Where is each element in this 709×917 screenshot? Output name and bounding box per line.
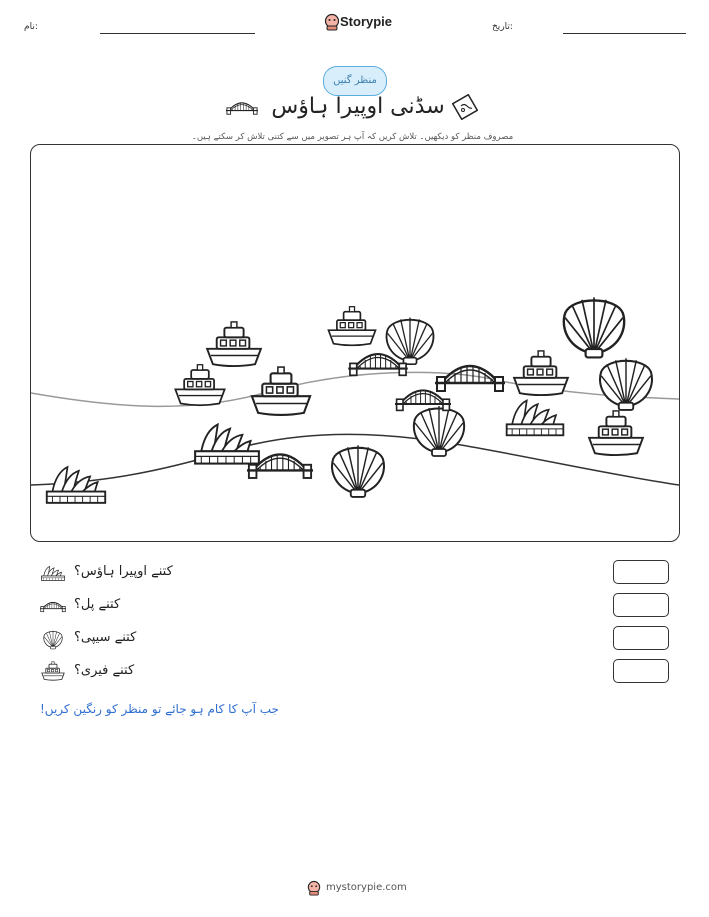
ferry-1 — [207, 322, 261, 366]
ferry-icon — [40, 661, 66, 681]
opera-house-3 — [47, 467, 105, 503]
bridge-icon — [40, 597, 66, 613]
opera-house-icon — [40, 564, 66, 582]
question-text: کتنے اوپیرا ہاؤس؟ — [74, 564, 173, 579]
shell-2 — [564, 297, 624, 357]
answer-box-opera[interactable] — [613, 560, 669, 584]
page-title: سڈنی اوپیرا ہاؤس — [271, 94, 445, 119]
scene-illustration — [31, 145, 679, 541]
shell-1 — [387, 318, 434, 365]
ferry-3 — [175, 365, 224, 405]
page-subtitle: مصروف منظر کو دیکھیں۔ تلاش کریں کہ آپ ہر تصویر میں سے کتنی تلاش کر سکتے ہیں۔ — [191, 132, 514, 142]
storypie-mascot-icon — [324, 13, 340, 31]
shell-icon — [40, 628, 66, 650]
shell-3 — [600, 358, 652, 410]
shell-5 — [332, 445, 384, 497]
footer-brand — [307, 880, 407, 898]
coloring-instruction: جب آپ کا کام ہو جائے تو منظر کو رنگین کریں! — [40, 702, 279, 716]
questions-list — [40, 562, 680, 692]
question-text: کتنے سیپی؟ — [74, 630, 137, 645]
scene-frame — [30, 144, 680, 542]
opera-house-2 — [195, 424, 259, 463]
title-row — [226, 94, 496, 126]
ferry-5 — [514, 351, 568, 395]
name-line[interactable] — [100, 33, 255, 34]
ferry-4 — [252, 367, 310, 415]
question-row-shell — [40, 628, 680, 654]
shell-4 — [414, 406, 464, 456]
horizon-line — [31, 372, 679, 406]
name-label: نام: — [24, 22, 38, 32]
opera-house-1 — [507, 401, 564, 436]
answer-box-ferry[interactable] — [613, 659, 669, 683]
question-text: کتنے فیری؟ — [74, 663, 135, 678]
answer-box-shell[interactable] — [613, 626, 669, 650]
ferry-6 — [589, 411, 643, 455]
ferry-2 — [328, 307, 375, 346]
answer-box-bridge[interactable] — [613, 593, 669, 617]
question-text: کتنے پل؟ — [74, 597, 121, 612]
date-label: تاریخ: — [492, 22, 513, 32]
question-row-bridge — [40, 595, 680, 621]
storypie-mascot-icon — [307, 880, 321, 896]
question-row-opera — [40, 562, 680, 588]
footer-url[interactable]: mystorypie.com — [326, 882, 407, 893]
question-row-ferry — [40, 661, 680, 687]
bridge-3 — [395, 390, 451, 410]
brand-name: Storypie — [340, 14, 393, 29]
brand-logo — [324, 13, 394, 33]
bridge-icon — [226, 96, 258, 116]
bridge-2 — [435, 366, 505, 391]
category-badge: منظر گنیں — [323, 66, 387, 96]
date-line[interactable] — [563, 33, 686, 34]
puzzle-icon — [452, 94, 478, 120]
